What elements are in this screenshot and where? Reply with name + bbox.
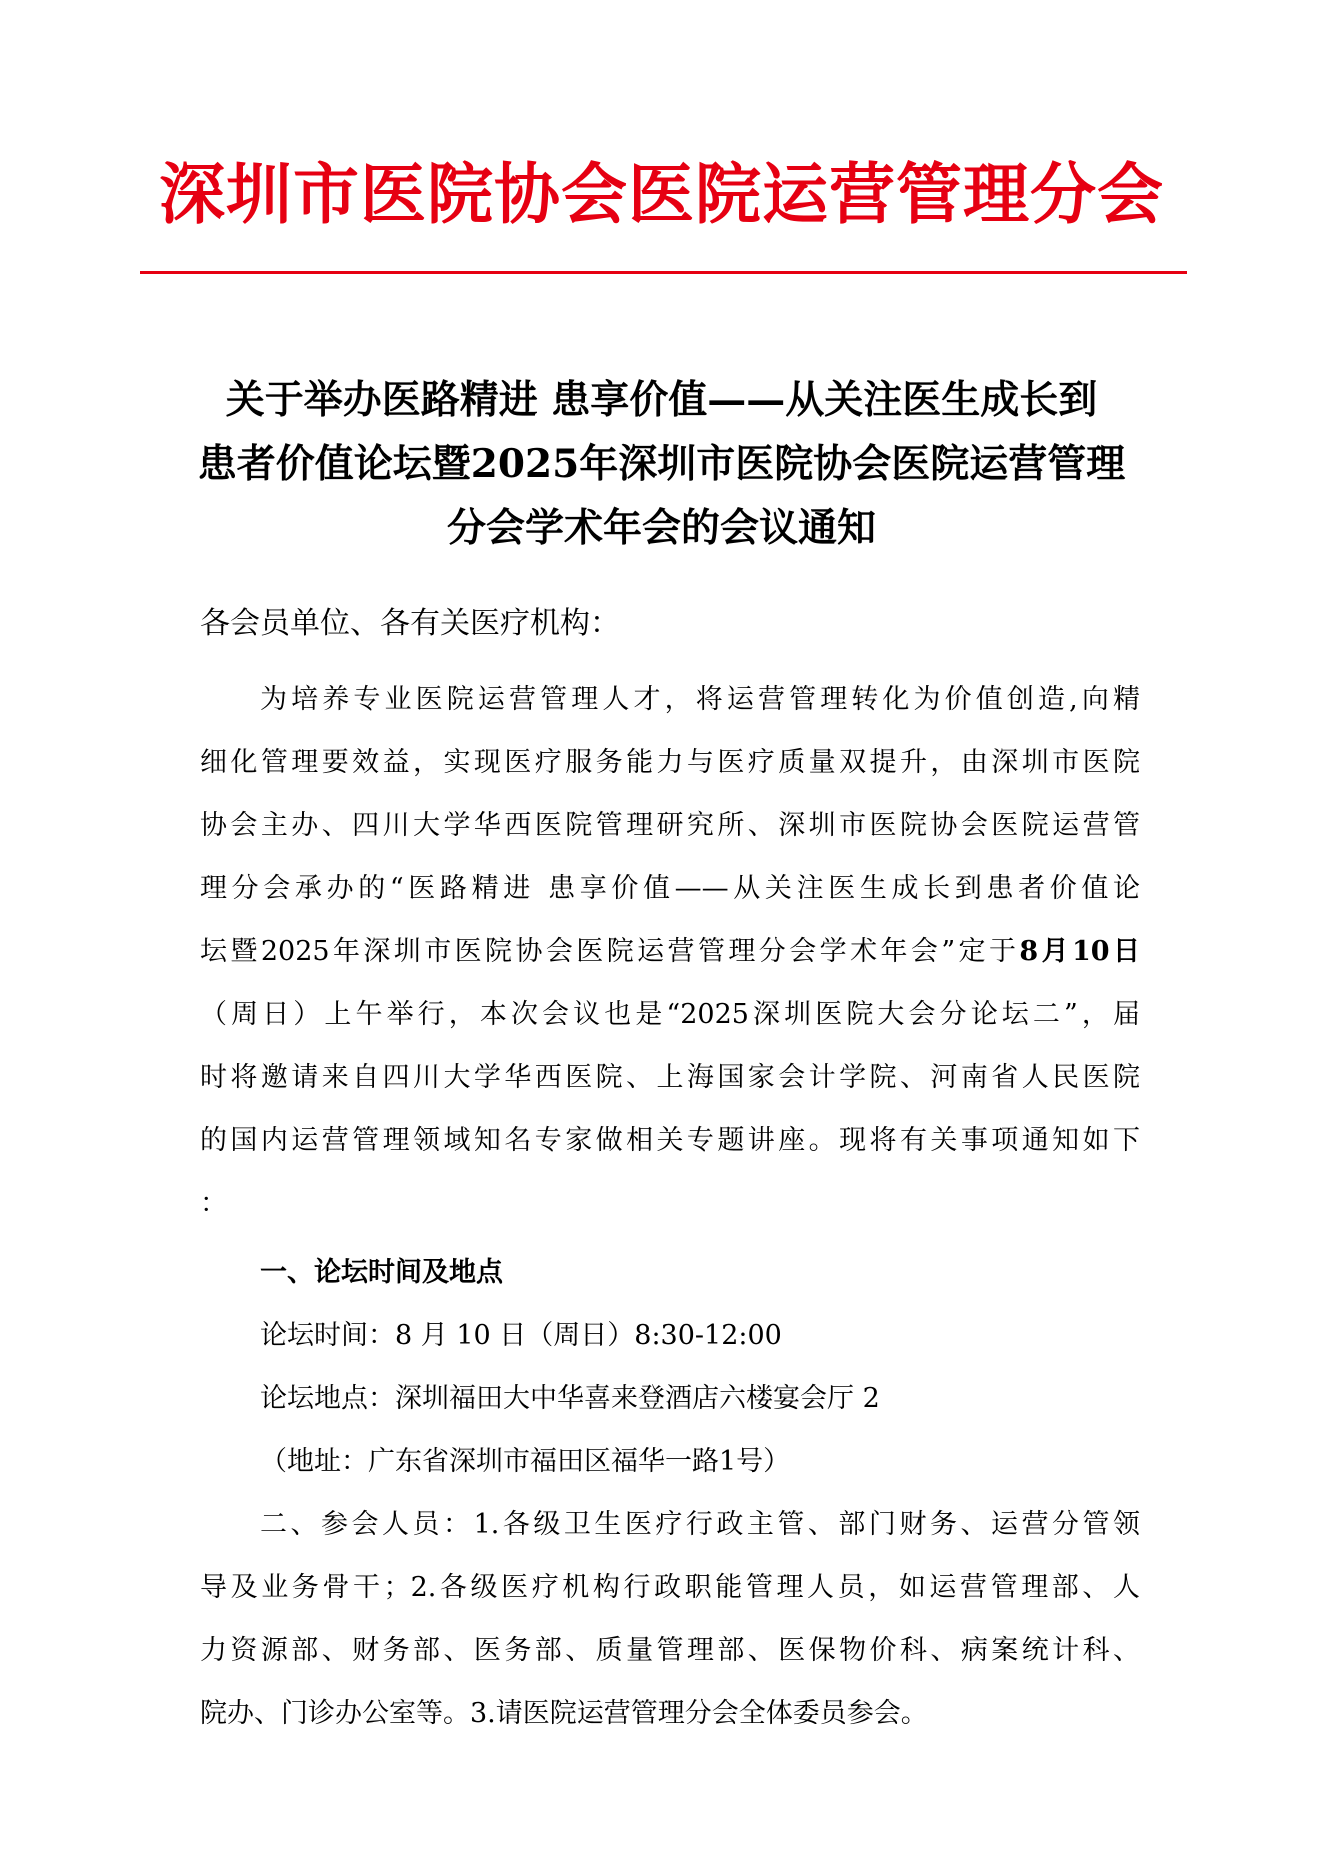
paragraph-line: （周日）上午举行，本次会议也是“2025深圳医院大会分论坛二”，届: [200, 999, 1140, 1030]
paragraph-line: 为培养专业医院运营管理人才，将运营管理转化为价值创造,向精: [260, 684, 1140, 715]
header-divider: [140, 271, 1187, 274]
paragraph-line: 院办、门诊办公室等。3.请医院运营管理分会全体委员参会。: [200, 1698, 928, 1729]
paragraph-line: 的国内运营管理领域知名专家做相关专题讲座。现将有关事项通知如下: [200, 1125, 1140, 1156]
paragraph-line: ：: [200, 1188, 227, 1219]
forum-time: 论坛时间：8 月 10 日（周日）8:30-12:00: [260, 1320, 782, 1351]
section-heading: 一、论坛时间及地点: [260, 1257, 503, 1288]
section-heading: 二、参会人员：: [260, 1509, 474, 1540]
organization-header: 深圳市医院协会医院运营管理分会: [159, 156, 1164, 233]
title-line: 关于举办医路精进 患享价值——从关注医生成长到: [225, 377, 1098, 423]
meeting-date: 8月10日: [1019, 936, 1140, 967]
forum-address: （地址：广东省深圳市福田区福华一路1号）: [260, 1446, 791, 1477]
paragraph-text: 1.各级卫生医疗行政主管、部门财务、运营分管领: [473, 1509, 1140, 1540]
paragraph-line: 导及业务骨干；2.各级医疗机构行政职能管理人员，如运营管理部、人: [200, 1572, 1140, 1603]
paragraph-line: 力资源部、财务部、医务部、质量管理部、医保物价科、病案统计科、: [200, 1635, 1140, 1666]
forum-venue: 论坛地点：深圳福田大中华喜来登酒店六楼宴会厅 2: [260, 1383, 880, 1414]
paragraph-line: 时将邀请来自四川大学华西医院、上海国家会计学院、河南省人民医院: [200, 1062, 1140, 1093]
paragraph-line: 细化管理要效益，实现医疗服务能力与医疗质量双提升，由深圳市医院: [200, 747, 1140, 778]
salutation: 各会员单位、各有关医疗机构：: [200, 606, 620, 641]
paragraph-line: [200, 920, 1140, 983]
paragraph-line: 理分会承办的“医路精进 患享价值——从关注医生成长到患者价值论: [200, 873, 1140, 904]
paragraph-line: 协会主办、四川大学华西医院管理研究所、深圳市医院协会医院运营管: [200, 810, 1140, 841]
title-line: 患者价值论坛暨2025年深圳市医院协会医院运营管理: [197, 441, 1126, 487]
notice-title: [160, 368, 1163, 560]
paragraph-line: [200, 1493, 1140, 1556]
title-line: 分会学术年会的会议通知: [446, 505, 876, 551]
paragraph-text: 坛暨2025年深圳市医院协会医院运营管理分会学术年会”定于: [200, 936, 1020, 967]
notice-body: [200, 668, 1140, 1745]
